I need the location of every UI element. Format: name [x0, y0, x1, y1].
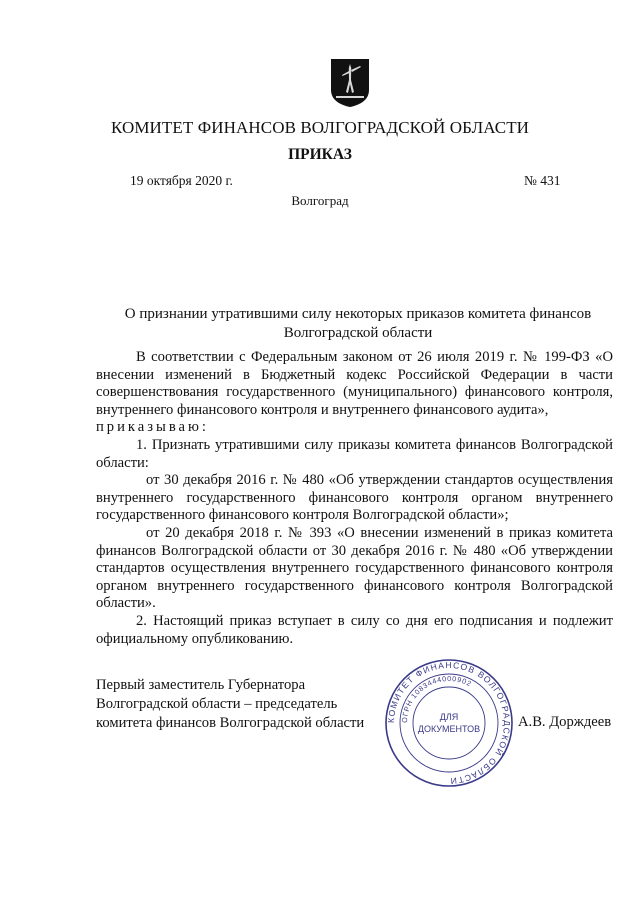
document-date: 19 октября 2020 г.: [130, 173, 233, 188]
signer-position-line-3: комитета финансов Волгоградской области: [96, 715, 365, 731]
item-1-a-paragraph: от 30 декабря 2016 г. № 480 «Об утверждении стандартов осуществления внутреннего государственного финансового контроля органом внутреннего государственного финансового контроля Волгоградской области»;: [96, 472, 613, 524]
stamp-outer-text: КОМИТЕТ ФИНАНСОВ ВОЛГОГРАДСКОЙ ОБЛАСТИ: [385, 659, 513, 787]
stamp-inner-text: ОГРН 1083444000902: [399, 673, 474, 724]
signer-name: А.В. Дорждеев: [518, 714, 612, 730]
official-stamp: [384, 658, 514, 788]
signer-position-line-2: Волгоградской области – председатель: [96, 696, 338, 712]
organization-title: КОМИТЕТ ФИНАНСОВ ВОЛГОГРАДСКОЙ ОБЛАСТИ: [110, 118, 530, 137]
document-body: [96, 349, 613, 648]
item-1-paragraph: 1. Признать утратившими силу приказы комитета финансов Волгоградской области:: [96, 436, 613, 471]
document-subject: [96, 305, 620, 343]
order-word: приказываю:: [96, 419, 209, 436]
document-city: Волгоград: [291, 193, 349, 208]
signer-position-line-1: Первый заместитель Губернатора: [96, 677, 306, 693]
document-number: № 431: [524, 173, 561, 188]
item-1-b-paragraph: от 20 декабря 2018 г. № 393 «О внесении изменений в приказ комитета финансов Волгоградской области от 30 декабря 2016 г. № 480 «Об утверждении стандартов осуществления внутреннего государственного финансового контроля органом внутреннего государственного финансового контроля Волгоградской области».: [96, 524, 613, 612]
item-2-paragraph: 2. Настоящий приказ вступает в силу со дня его подписания и подлежит официальному опубликованию.: [96, 612, 613, 647]
stamp-center-line-1: ДЛЯ: [439, 712, 459, 722]
preamble-paragraph: В соответствии с Федеральным законом от 26 июля 2019 г. № 199-ФЗ «О внесении изменений в Бюджетный кодекс Российской Федерации в части совершенствования государственного (муниципального) финансового контроля, внутреннего финансового контроля и внутреннего финансового аудита»,: [96, 349, 613, 418]
document-type: ПРИКАЗ: [288, 146, 352, 163]
volgograd-coat-of-arms-icon: [330, 58, 370, 108]
subject-line-2: Волгоградской области: [283, 325, 433, 341]
stamp-center-line-2: ДОКУМЕНТОВ: [417, 724, 481, 734]
signer-position: [96, 676, 364, 733]
subject-line-1: О признании утратившими силу некоторых приказов комитета финансов: [124, 306, 592, 322]
